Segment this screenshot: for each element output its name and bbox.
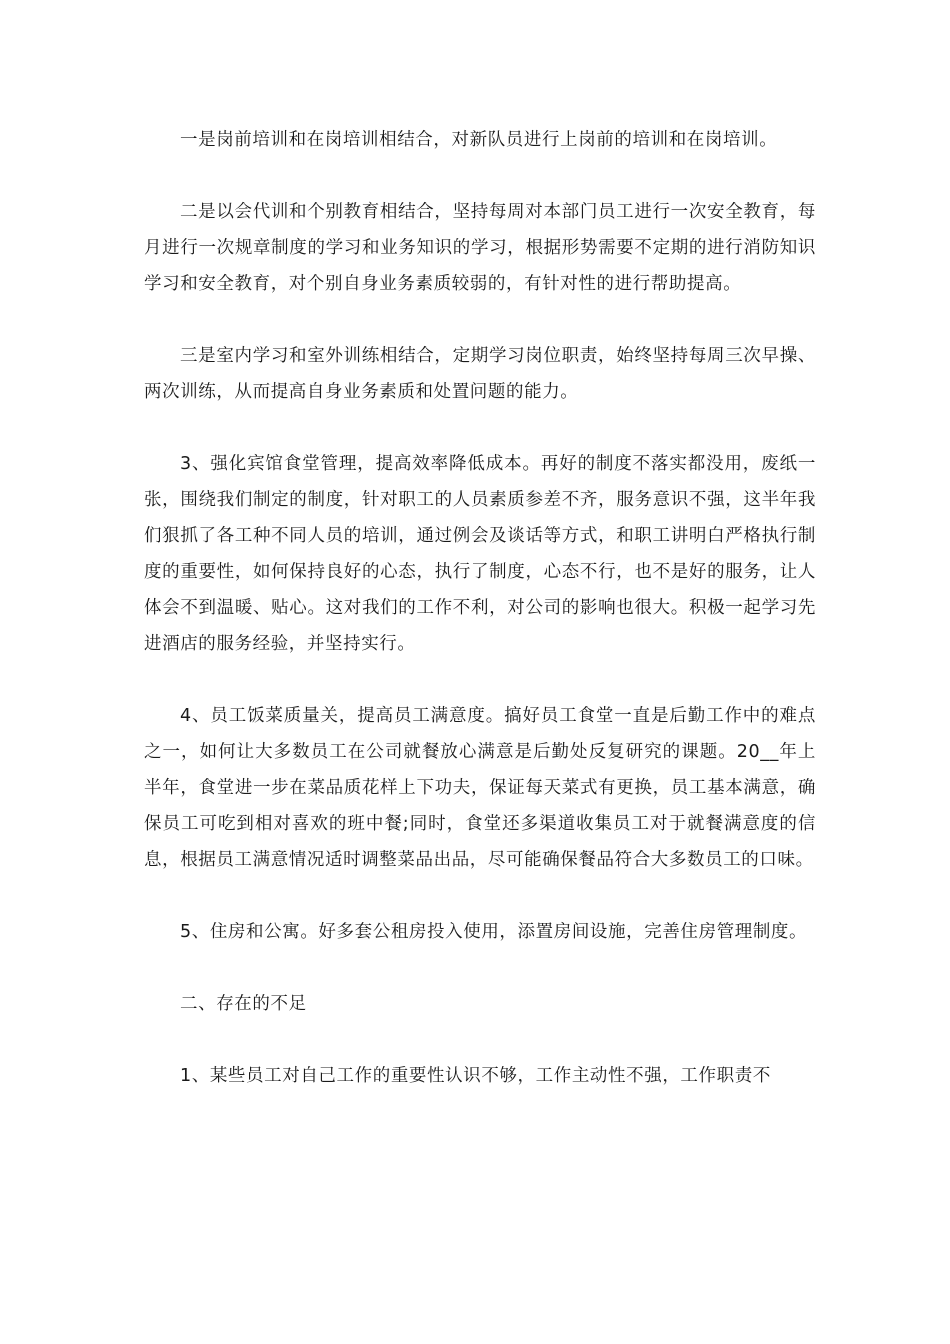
section-heading-shortcomings: 二、存在的不足 [180, 994, 307, 1014]
paragraph-housing: 5、住房和公寓。好多套公租房投入使用，添置房间设施，完善住房管理制度。 [180, 922, 808, 942]
paragraph-gap [144, 302, 816, 338]
paragraph-gap [144, 662, 816, 698]
document-body [144, 122, 816, 1094]
paragraph-training-2: 二是以会代训和个别教育相结合，坚持每周对本部门员工进行一次安全教育，每月进行一次规章制度的学习和业务知识的学习，根据形势需要不定期的进行消防知识学习和安全教育，对个别自身业务素质较弱的，有针对性的进行帮助提高。 [144, 202, 816, 294]
paragraph-gap [144, 410, 816, 446]
paragraph-gap [144, 1022, 816, 1058]
paragraph-training-3: 三是室内学习和室外训练相结合，定期学习岗位职责，始终坚持每周三次早操、两次训练，从而提高自身业务素质和处置问题的能力。 [144, 346, 816, 402]
paragraph-shortcoming-1: 1、某些员工对自己工作的重要性认识不够，工作主动性不强，工作职责不 [180, 1066, 771, 1086]
paragraph-meal-quality: 4、员工饭菜质量关，提高员工满意度。搞好员工食堂一直是后勤工作中的难点之一，如何让大多数员工在公司就餐放心满意是后勤处反复研究的课题。20__年上半年，食堂进一步在菜品质花样上下功夫，保证每天菜式有更换，员工基本满意，确保员工可吃到相对喜欢的班中餐;同时，食堂还多渠道收集员工对于就餐满意度的信息，根据员工满意情况适时调整菜品出品，尽可能确保餐品符合大多数员工的口味。 [144, 706, 816, 870]
paragraph-canteen-management: 3、强化宾馆食堂管理，提高效率降低成本。再好的制度不落实都没用，废纸一张，围绕我们制定的制度，针对职工的人员素质参差不齐，服务意识不强，这半年我们狠抓了各工种不同人员的培训，通过例会及谈话等方式，和职工讲明白严格执行制度的重要性，如何保持良好的心态，执行了制度，心态不行，也不是好的服务，让人体会不到温暖、贴心。这对我们的工作不利，对公司的影响也很大。积极一起学习先进酒店的服务经验，并坚持实行。 [144, 454, 816, 654]
paragraph-gap [144, 158, 816, 194]
paragraph-training-1: 一是岗前培训和在岗培训相结合，对新队员进行上岗前的培训和在岗培训。 [180, 130, 778, 150]
paragraph-gap [144, 950, 816, 986]
paragraph-gap [144, 878, 816, 914]
